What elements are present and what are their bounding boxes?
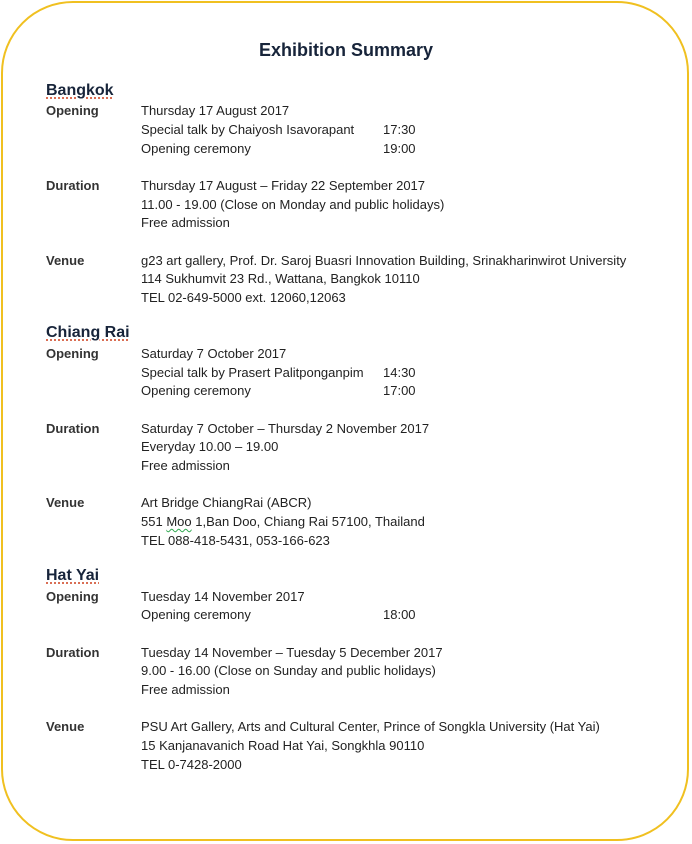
city-heading-chiangrai: Chiang Rai — [46, 324, 130, 341]
venue-address: 114 Sukhumvit 23 Rd., Wattana, Bangkok 10110 — [141, 271, 420, 286]
venue-tel: TEL 0-7428-2000 — [141, 757, 242, 772]
venue-address: 15 Kanjanavanich Road Hat Yai, Songkhla 90110 — [141, 738, 425, 753]
ceremony-text: Opening ceremony — [141, 383, 251, 398]
duration-dates: Thursday 17 August – Friday 22 September 2017 — [141, 178, 426, 193]
venue-address-part: 1,Ban Doo, Chiang Rai 57100, Thailand — [191, 514, 425, 529]
venue-address-part: 551 — [141, 514, 167, 529]
opening-date: Saturday 7 October 2017 — [141, 346, 287, 361]
venue-label: Venue — [46, 253, 85, 268]
admission-text: Free admission — [141, 215, 230, 230]
admission-text: Free admission — [141, 458, 230, 473]
duration-dates: Saturday 7 October – Thursday 2 November 2017 — [141, 421, 430, 436]
ceremony-text: Opening ceremony — [141, 141, 251, 156]
venue-name: g23 art gallery, Prof. Dr. Saroj Buasri Innovation Building, Srinakharinwirot University — [141, 253, 627, 268]
duration-hours: Everyday 10.00 – 19.00 — [141, 439, 279, 454]
talk-row — [141, 120, 416, 139]
city-heading-bangkok: Bangkok — [46, 82, 114, 99]
venue-label: Venue — [46, 719, 85, 734]
duration-hours: 9.00 - 16.00 (Close on Sunday and public holidays) — [141, 663, 436, 678]
venue-address — [141, 512, 425, 531]
admission-text: Free admission — [141, 682, 230, 697]
venue-name: PSU Art Gallery, Arts and Cultural Center, Prince of Songkla University (Hat Yai) — [141, 719, 600, 734]
venue-tel: TEL 088-418-5431, 053-166-623 — [141, 533, 330, 548]
talk-time: 17:30 — [383, 122, 416, 137]
ceremony-time: 17:00 — [383, 383, 416, 398]
opening-label: Opening — [46, 589, 99, 604]
talk-text: Special talk by Prasert Palitponganpim — [141, 365, 364, 380]
venue-tel: TEL 02-649-5000 ext. 12060,12063 — [141, 290, 346, 305]
talk-row — [141, 363, 416, 382]
ceremony-time: 18:00 — [383, 607, 416, 622]
city-heading-hatyai: Hat Yai — [46, 567, 100, 584]
page-title: Exhibition Summary — [258, 40, 434, 60]
ceremony-row — [141, 381, 416, 400]
venue-name: Art Bridge ChiangRai (ABCR) — [141, 495, 312, 510]
duration-dates: Tuesday 14 November – Tuesday 5 December 2017 — [141, 645, 443, 660]
venue-label: Venue — [46, 495, 85, 510]
opening-date: Tuesday 14 November 2017 — [141, 589, 305, 604]
duration-label: Duration — [46, 421, 100, 436]
talk-text: Special talk by Chaiyosh Isavorapant — [141, 122, 355, 137]
opening-label: Opening — [46, 346, 99, 361]
opening-label: Opening — [46, 103, 99, 118]
ceremony-time: 19:00 — [383, 141, 416, 156]
duration-hours: 11.00 - 19.00 (Close on Monday and public holidays) — [141, 197, 445, 212]
talk-time: 14:30 — [383, 365, 416, 380]
spellcheck-word: Moo — [166, 514, 192, 529]
duration-label: Duration — [46, 178, 100, 193]
ceremony-text: Opening ceremony — [141, 607, 251, 622]
ceremony-row — [141, 605, 416, 624]
duration-label: Duration — [46, 645, 100, 660]
ceremony-row — [141, 139, 416, 158]
opening-date: Thursday 17 August 2017 — [141, 103, 290, 118]
